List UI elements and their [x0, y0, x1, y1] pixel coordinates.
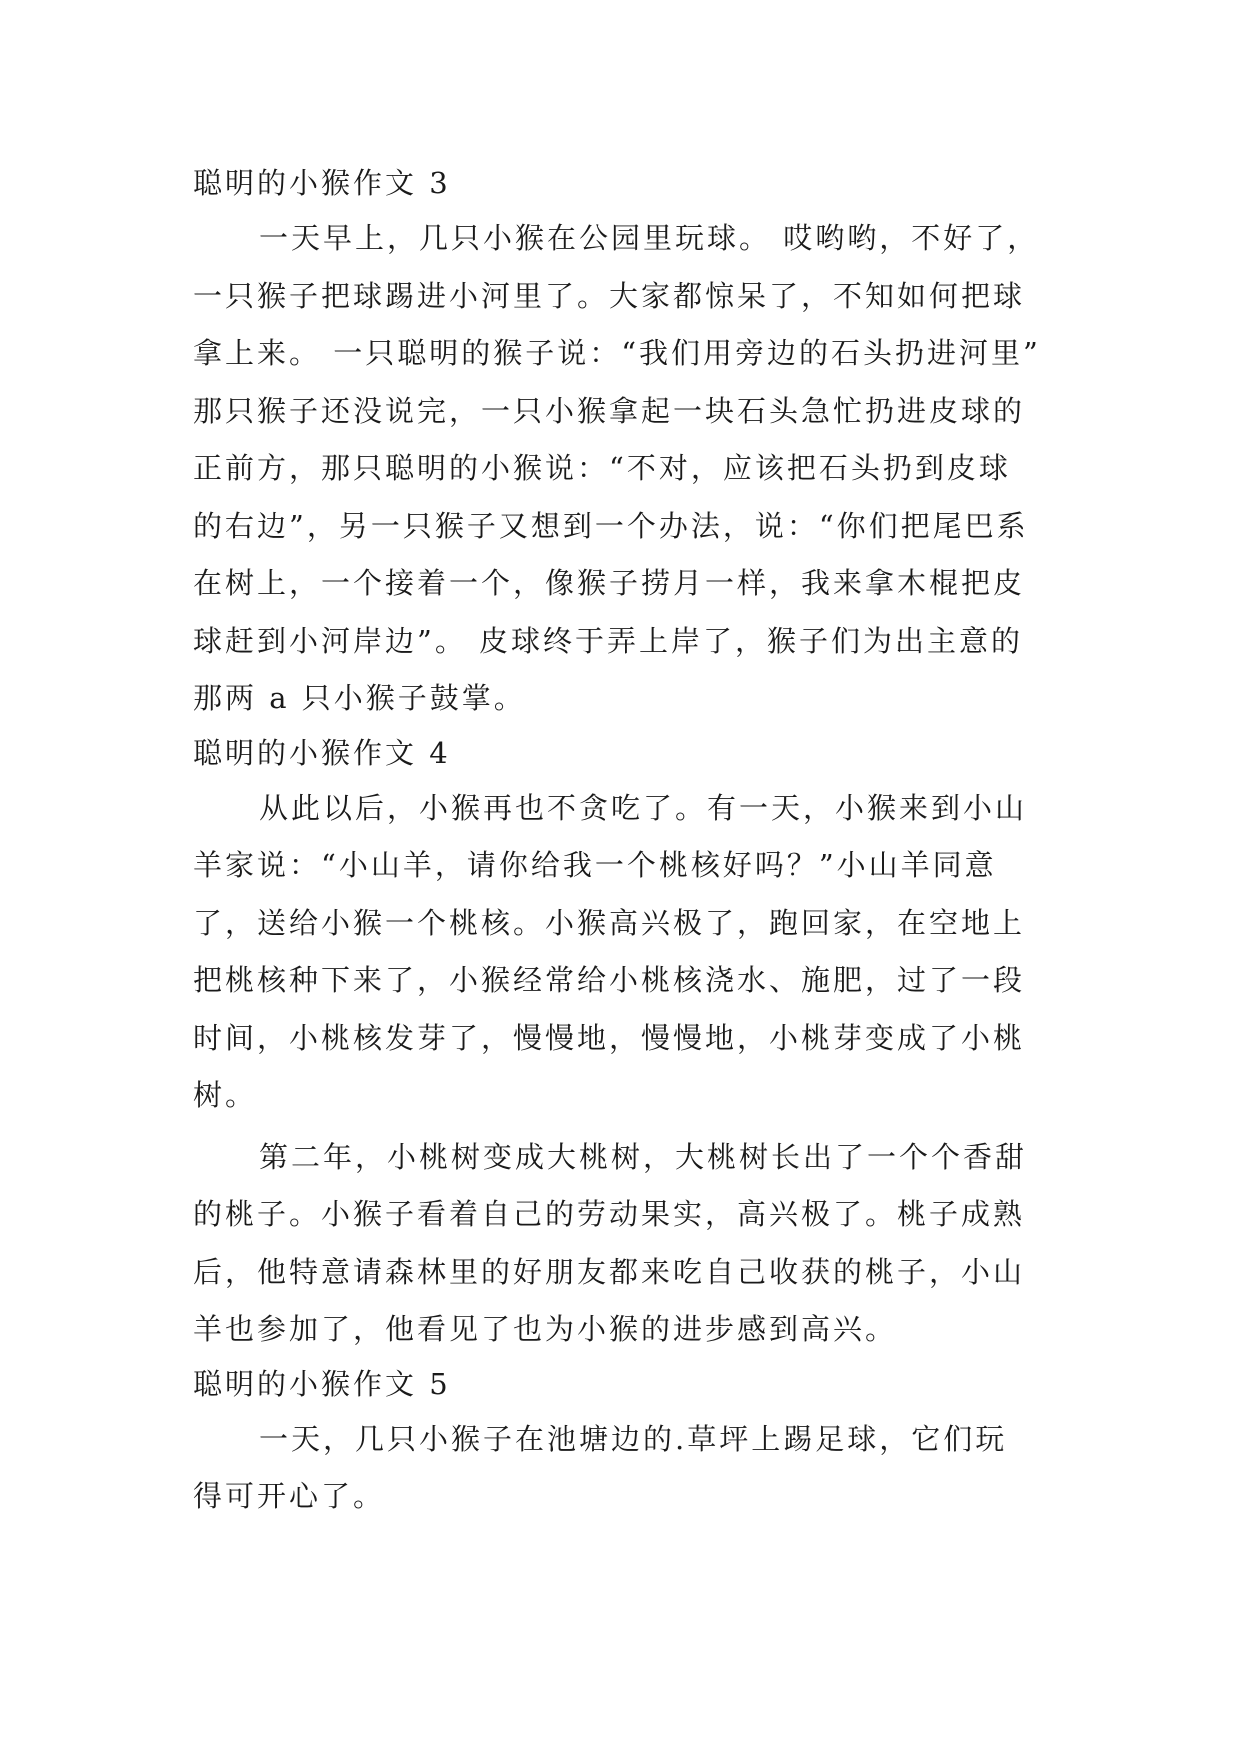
- text-line: 那两 a 只小猴子鼓掌。: [193, 681, 526, 715]
- text-line: 正前方，那只聪明的小猴说：“不对，应该把石头扔到皮球: [193, 451, 1011, 485]
- text-line: 一只猴子把球踢进小河里了。大家都惊呆了，不知如何把球: [193, 278, 1026, 313]
- text-line: 第二年，小桃树变成大桃树，大桃树长出了一个个香甜: [259, 1139, 1028, 1174]
- section-heading: 聪明的小猴作文 4: [193, 735, 451, 770]
- text-line: 把桃核种下来了，小猴经常给小桃核浇水、施肥，过了一段: [193, 963, 1026, 997]
- text-line: 在树上，一个接着一个，像猴子捞月一样，我来拿木棍把皮: [193, 566, 1026, 600]
- text-line: 羊也参加了，他看见了也为小猴的进步感到高兴。: [193, 1312, 898, 1346]
- paragraph: [193, 210, 1053, 728]
- text-line: 了，送给小猴一个桃核。小猴高兴极了，跑回家，在空地上: [193, 905, 1026, 940]
- text-line: 从此以后，小猴再也不贪吃了。有一天，小猴来到小山: [259, 790, 1028, 825]
- section-heading: 聪明的小猴作文 3: [193, 166, 451, 200]
- text-line: 后，他特意请森林里的好朋友都来吃自己收获的桃子，小山: [193, 1254, 1026, 1289]
- text-line: 的右边”，另一只猴子又想到一个办法，说：“你们把尾巴系: [193, 508, 1029, 543]
- text-line: 得可开心了。: [193, 1479, 386, 1513]
- paragraph: [193, 780, 1053, 1125]
- paragraph: [193, 1129, 1053, 1359]
- text-line: 拿上来。 一只聪明的猴子说：“我们用旁边的石头扔进河里”: [193, 336, 1041, 370]
- document-page: [193, 158, 1053, 1526]
- text-line: 的桃子。小猴子看着自己的劳动果实，高兴极了。桃子成熟: [193, 1197, 1026, 1231]
- text-line: 那只猴子还没说完，一只小猴拿起一块石头急忙扔进皮球的: [193, 393, 1026, 428]
- paragraph: [193, 1411, 1053, 1526]
- text-line: 时间，小桃核发芽了，慢慢地，慢慢地，小桃芽变成了小桃: [193, 1020, 1026, 1055]
- text-line: 一天，几只小猴子在池塘边的.草坪上踢足球，它们玩: [259, 1421, 1008, 1456]
- text-line: 树。: [193, 1078, 258, 1112]
- text-line: 一天早上，几只小猴在公园里玩球。 哎哟哟，不好了，: [259, 221, 1040, 255]
- text-line: 羊家说：“小山羊，请你给我一个桃核好吗？”小山羊同意: [193, 848, 997, 882]
- section-heading: 聪明的小猴作文 5: [193, 1366, 451, 1401]
- text-line: 球赶到小河岸边”。 皮球终于弄上岸了，猴子们为出主意的: [193, 623, 1024, 658]
